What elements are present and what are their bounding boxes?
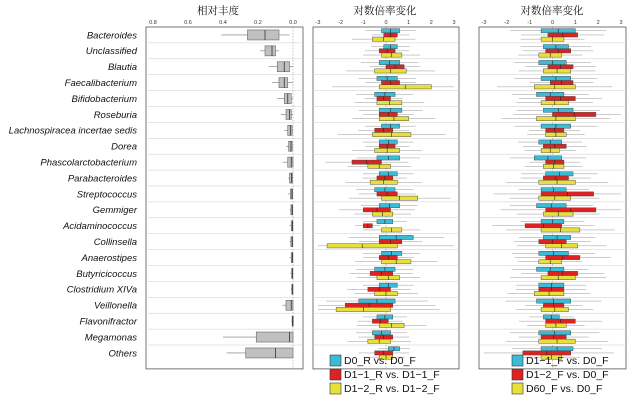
legend-2-label-0: D1−1_F vs. D0_F — [526, 355, 609, 367]
genus-label: Streptococcus — [76, 189, 137, 201]
genus-label: Bacteroides — [86, 30, 137, 42]
genus-label: Lachnospiracea incertae sedis — [8, 125, 137, 137]
foldchange2-tick-label: -3 — [481, 20, 487, 26]
foldchange2-tick-label: -2 — [504, 20, 510, 26]
genus-label: Blautia — [107, 62, 137, 74]
legend-2-swatch-1 — [512, 369, 523, 380]
log-fold-panel1-title: 对数倍率变化 — [353, 5, 417, 17]
legend-2-swatch-0 — [512, 355, 523, 366]
abundance-box — [290, 173, 293, 183]
genus-label: Collinsella — [93, 236, 137, 248]
abundance-box — [288, 125, 292, 135]
log-fold-change-panel-1 — [313, 20, 459, 369]
foldchange1-tick-label: -1 — [360, 20, 366, 26]
abundance-box — [279, 78, 288, 88]
genus-label: Phascolarctobacterium — [40, 157, 137, 169]
genus-label: Gemmiger — [92, 205, 137, 217]
legend-1-swatch-2 — [330, 383, 341, 394]
foldchange2-tick-label: 1 — [573, 20, 577, 26]
legend-1-swatch-0 — [330, 355, 341, 366]
abundance-box — [265, 46, 276, 56]
genus-label: Butyricicoccus — [76, 268, 137, 280]
legend-2-label-2: D60_F vs. D0_F — [526, 383, 603, 395]
abundance-tick-label: 0.2 — [254, 20, 262, 26]
foldchange1-tick-label: 3 — [452, 20, 456, 26]
legend-1-swatch-1 — [330, 369, 341, 380]
abundance-tick-label: 0.0 — [289, 20, 297, 26]
genus-label: Veillonella — [94, 300, 137, 312]
foldchange1-tick-label: -3 — [315, 20, 321, 26]
log-fold-panel2-title: 对数倍率变化 — [520, 5, 584, 17]
foldchange1-tick-label: 1 — [407, 20, 411, 26]
genus-label: Roseburia — [93, 109, 137, 121]
foldchange2-tick-label: 3 — [619, 20, 623, 26]
abundance-tick-label: 0.4 — [219, 20, 227, 26]
foldchange1-tick-label: 2 — [429, 20, 433, 26]
abundance-box — [288, 157, 293, 167]
legend-1-label-1: D1−1_R vs. D1−1_F — [344, 369, 440, 381]
genus-label: Anaerostipes — [81, 252, 137, 264]
abundance-box — [277, 62, 289, 72]
abundance-tick-label: 0.6 — [184, 20, 192, 26]
legend-2-swatch-2 — [512, 383, 523, 394]
abundance-box — [246, 348, 293, 358]
foldchange2-tick-label: 2 — [596, 20, 600, 26]
genus-label: Flavonifractor — [79, 316, 137, 328]
abundance-box — [286, 109, 291, 119]
relative-abundance-panel — [146, 20, 303, 369]
genus-label: Unclassified — [85, 46, 137, 58]
foldchange1-tick-label: -2 — [338, 20, 344, 26]
legend-2 — [512, 355, 609, 395]
abundance-box — [248, 30, 280, 40]
foldchange2-tick-label: -1 — [527, 20, 533, 26]
genus-label: Bifidobacterium — [71, 93, 137, 105]
abundance-tick-label: 0.8 — [149, 20, 157, 26]
legend-1-label-0: D0_R vs. D0_F — [344, 355, 416, 367]
genus-label: Acidaminococcus — [63, 221, 137, 233]
genus-label: Megamonas — [84, 332, 137, 344]
abundance-box — [256, 332, 293, 342]
genus-label: Faecalibacterium — [64, 77, 137, 89]
genus-label: Parabacteroides — [67, 173, 137, 185]
legend-1-label-2: D1−2_R vs. D1−2_F — [344, 383, 440, 395]
abundance-box — [289, 141, 293, 151]
foldchange1-tick-label: 0 — [384, 20, 388, 26]
abundance-box — [286, 300, 293, 310]
genus-label: Others — [108, 348, 137, 360]
legend-2-label-1: D1−2_F vs. D0_F — [526, 369, 609, 381]
log-fold-change-panel-2 — [479, 20, 626, 369]
genus-label: Clostridium XIVa — [66, 284, 137, 296]
foldchange2-tick-label: 0 — [550, 20, 555, 26]
abundance-panel-title: 相对丰度 — [197, 5, 239, 17]
genus-label: Dorea — [111, 141, 137, 153]
